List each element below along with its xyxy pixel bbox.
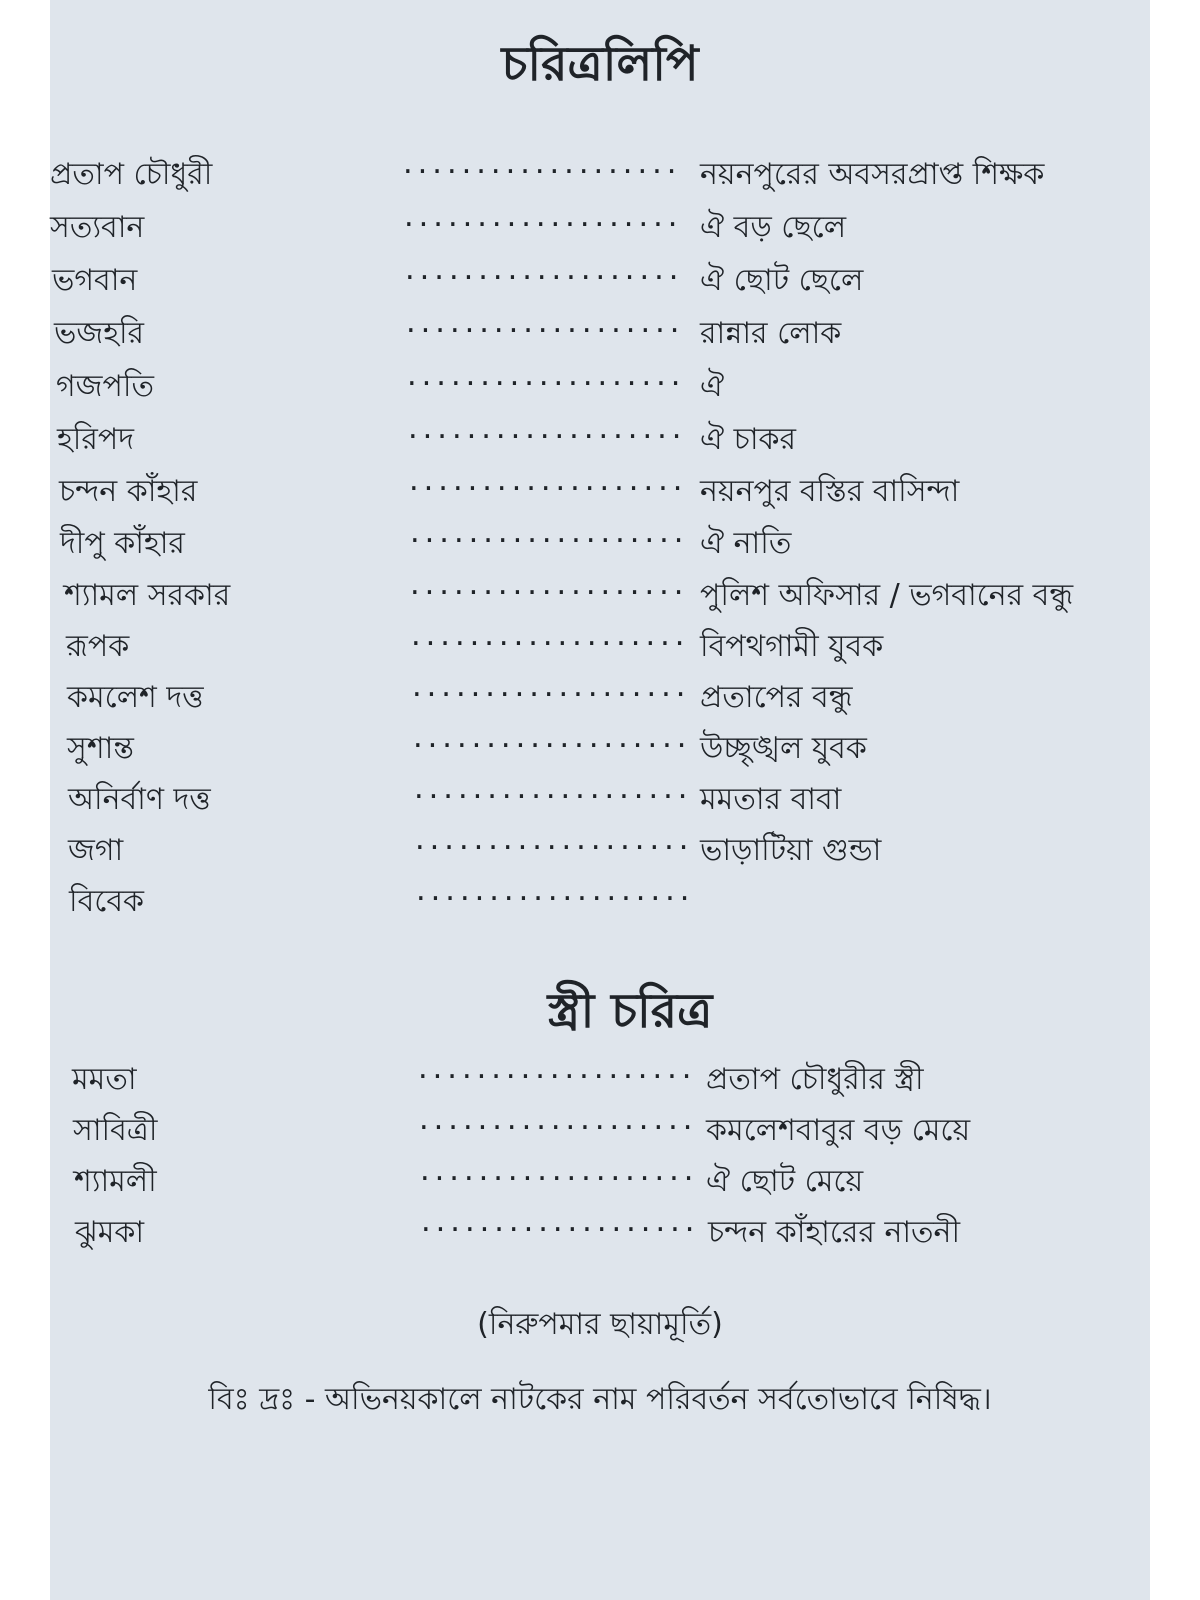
character-name: শ্যামলী [74, 1164, 157, 1199]
dotted-leader: ................... [400, 150, 679, 180]
character-role: প্রতাপের বন্ধু [700, 680, 853, 715]
character-name: বিবেক [69, 884, 145, 919]
character-role: ঐ [700, 369, 725, 404]
cast-row [50, 775, 1150, 819]
character-role: ঐ বড় ছেলে [700, 210, 847, 245]
cast-row [50, 519, 1150, 563]
character-role: রান্নার লোক [700, 316, 842, 351]
character-role: নয়নপুর বস্তির বাসিন্দা [700, 474, 960, 509]
cast-row [50, 309, 1150, 353]
cast-row [50, 256, 1150, 300]
cast-row [50, 1157, 1150, 1201]
script-page [50, 0, 1150, 1600]
character-role: পুলিশ অফিসার / ভগবানের বন্ধু [700, 578, 1074, 613]
cast-row [50, 1208, 1150, 1252]
dotted-leader: ................... [405, 415, 684, 445]
dotted-leader: ................... [413, 877, 692, 907]
character-role: ঐ ছোট ছেলে [700, 263, 864, 298]
character-name: রূপক [66, 629, 130, 664]
character-name: গজপতি [56, 369, 154, 404]
character-role: প্রতাপ চৌধুরীর স্ত্রী [706, 1062, 924, 1097]
character-name: ভগবান [52, 263, 138, 298]
character-role: বিপথগামী যুবক [700, 629, 884, 664]
dotted-leader: ................... [411, 775, 690, 805]
character-name: জগা [68, 833, 124, 868]
character-name: দীপু কাঁহার [60, 526, 185, 561]
dotted-leader: ................... [417, 1157, 696, 1187]
dotted-leader: ................... [406, 467, 685, 497]
dotted-leader: ................... [418, 1208, 697, 1238]
shadow-figure-note: (নিরুপমার ছায়ামূর্তি) [477, 1307, 723, 1342]
character-role: নয়নপুরের অবসরপ্রাপ্ত শিক্ষক [700, 157, 1045, 192]
cast-row [50, 724, 1150, 768]
dotted-leader: ................... [408, 622, 687, 652]
character-role: ঐ চাকর [700, 422, 797, 457]
character-name: শ্যামল সরকার [64, 578, 231, 613]
character-name: ভজহরি [54, 316, 145, 351]
dotted-leader: ................... [407, 519, 686, 549]
cast-row [50, 673, 1150, 717]
character-role: উচ্ছৃঙ্খল যুবক [700, 731, 867, 766]
cast-row [50, 150, 1150, 194]
cast-row [50, 415, 1150, 459]
cast-row [50, 203, 1150, 247]
dotted-leader: ................... [404, 362, 683, 392]
female-cast-heading: স্ত্রী চরিত্র [547, 983, 713, 1039]
footer-note: বিঃ দ্রঃ - অভিনয়কালে নাটকের নাম পরিবর্তন সর্বতোভাবে নিষিদ্ধ। [208, 1382, 992, 1417]
character-role: কমলেশবাবুর বড় মেয়ে [706, 1113, 971, 1148]
cast-row [50, 1106, 1150, 1150]
character-role: চন্দন কাঁহারের নাতনী [708, 1215, 961, 1250]
dotted-leader: ................... [409, 673, 688, 703]
dotted-leader: ................... [415, 1055, 694, 1085]
dotted-leader: ................... [407, 571, 686, 601]
character-name: হরিপদ [57, 422, 134, 457]
cast-row [50, 877, 1150, 921]
cast-row [50, 571, 1150, 615]
character-role: মমতার বাবা [700, 782, 842, 817]
cast-row [50, 1055, 1150, 1099]
dotted-leader: ................... [416, 1106, 695, 1136]
character-name: সাবিত্রী [73, 1113, 158, 1148]
dotted-leader: ................... [402, 256, 681, 286]
dotted-leader: ................... [412, 826, 691, 856]
dotted-leader: ................... [410, 724, 689, 754]
character-role: ঐ নাতি [700, 526, 792, 561]
character-name: কমলেশ দত্ত [67, 680, 204, 715]
character-name: সত্যবান [50, 210, 145, 245]
character-name: মমতা [72, 1062, 137, 1097]
character-name: অনির্বাণ দত্ত [68, 782, 211, 817]
character-name: ঝুমকা [75, 1215, 145, 1250]
dotted-leader: ................... [401, 203, 680, 233]
character-name: সুশান্ত [67, 731, 134, 766]
character-name: চন্দন কাঁহার [59, 474, 198, 509]
cast-row [50, 622, 1150, 666]
cast-row [50, 826, 1150, 870]
character-name: প্রতাপ চৌধুরী [50, 157, 213, 192]
character-role: ভাড়াটিয়া গুন্ডা [700, 833, 882, 868]
character-role: ঐ ছোট মেয়ে [706, 1164, 864, 1199]
cast-list-heading: চরিত্রলিপি [501, 36, 699, 92]
dotted-leader: ................... [403, 309, 682, 339]
cast-row [50, 362, 1150, 406]
cast-row [50, 467, 1150, 511]
